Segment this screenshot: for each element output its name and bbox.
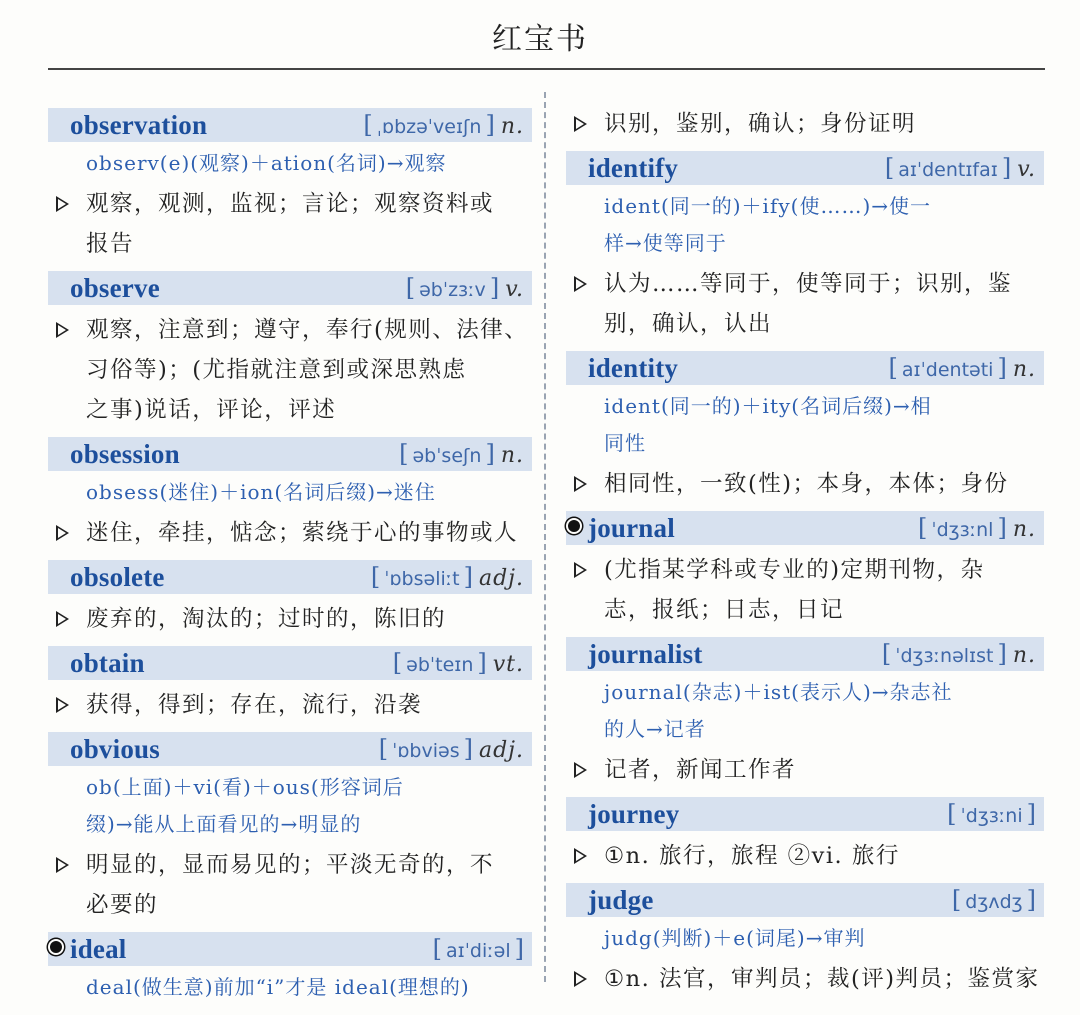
etymology: 样→使等同于 (604, 231, 727, 255)
key-word-bullet-icon (568, 520, 580, 532)
etymology: judg(判断)＋e(词尾)→审判 (604, 926, 866, 950)
triangle-marker-icon (56, 525, 69, 541)
bracket-open: [ (378, 735, 389, 763)
header-rule (48, 68, 1045, 70)
bracket-open: [ (917, 514, 928, 542)
phonetic: əbˈteɪn (406, 654, 474, 676)
phonetic: ˌɒbzəˈveɪʃn (376, 116, 482, 138)
headword-bar (48, 646, 532, 680)
bracket-open: [ (884, 154, 895, 182)
bracket-open: [ (432, 935, 442, 963)
phonetic: aɪˈdentəti (901, 359, 994, 381)
dictionary-entry (48, 932, 532, 1015)
pronunciation (885, 154, 1036, 182)
etymology: journal(杂志)＋ist(表示人)→杂志社 (604, 680, 953, 704)
spacer (48, 1008, 532, 1015)
definition-line: (尤指某学科或专业的)定期刊物，杂 (566, 550, 1044, 590)
headword: obvious (70, 733, 160, 764)
bracket-close: ] (1026, 800, 1036, 828)
spacer (48, 553, 532, 560)
part-of-speech: adj. (478, 738, 524, 763)
headword-bar (566, 511, 1044, 545)
bracket-open: [ (888, 354, 898, 382)
headword: obsolete (70, 561, 165, 592)
headword: journal (588, 512, 675, 543)
spacer (48, 430, 532, 437)
headword: obtain (70, 647, 145, 678)
triangle-marker-icon (56, 611, 69, 627)
dictionary-entry (566, 351, 1044, 511)
dictionary-entry (48, 646, 532, 732)
definition-line: ①n. 法官，审判员；裁(评)判员；鉴赏家 (566, 959, 1044, 999)
triangle-marker-icon (574, 476, 587, 492)
headword: obsession (70, 438, 180, 469)
definition-line: ①n. 旅行，旅程 ②vi. 旅行 (566, 836, 1044, 876)
column-divider (544, 92, 546, 982)
headword: identify (588, 152, 679, 183)
headword-bar (48, 932, 532, 966)
bracket-close: ] (1001, 154, 1012, 182)
pronunciation (399, 440, 524, 468)
headword: ideal (70, 933, 127, 964)
phonetic: əbˈzɜːv (419, 279, 486, 301)
dictionary-entry (566, 797, 1044, 883)
triangle-marker-icon (56, 697, 69, 713)
bracket-close: ] (1026, 886, 1036, 914)
definition-line: 必要的 (86, 892, 159, 918)
part-of-speech: adj. (478, 566, 524, 591)
phonetic: ˈdʒɜːnl (931, 519, 994, 541)
bracket-close: ] (997, 640, 1007, 668)
bracket-close: ] (997, 354, 1007, 382)
etymology: observ(e)(观察)＋ation(名词)→观察 (86, 151, 447, 175)
definition-line: 观察，观测，监视；言论；观察资料或 (48, 184, 532, 224)
definition-line: 获得，得到；存在，流行，沿袭 (48, 685, 532, 725)
pronunciation (433, 935, 524, 963)
triangle-marker-icon (56, 857, 69, 873)
etymology: ob(上面)＋vi(看)＋ous(形容词后 (86, 775, 404, 799)
dictionary-entry (48, 732, 532, 932)
dictionary-entry (566, 104, 1044, 151)
dictionary-entry (48, 108, 532, 271)
bracket-close: ] (485, 440, 495, 468)
bracket-open: [ (370, 563, 381, 591)
spacer (566, 144, 1044, 151)
bracket-open: [ (363, 111, 373, 139)
phonetic: əbˈseʃn (412, 445, 482, 467)
headword: observation (70, 109, 208, 140)
pronunciation (379, 735, 524, 763)
headword-bar (566, 637, 1044, 671)
headword: judge (588, 884, 654, 915)
part-of-speech: n. (1012, 643, 1036, 668)
definition-line: 明显的，显而易见的；平淡无奇的，不 (48, 845, 532, 885)
headword-bar (48, 732, 532, 766)
definition-line: 报告 (86, 231, 135, 257)
headword: journalist (588, 638, 703, 669)
triangle-marker-icon (56, 196, 69, 212)
bracket-close: ] (463, 735, 473, 763)
spacer (566, 876, 1044, 883)
pronunciation (882, 640, 1036, 668)
part-of-speech: n. (500, 114, 524, 139)
headword-bar (566, 797, 1044, 831)
definition-line: 之事)说话，评论，评述 (86, 397, 337, 423)
phonetic: ˈɒbviəs (392, 740, 460, 762)
key-word-bullet-icon (50, 941, 62, 953)
triangle-marker-icon (574, 276, 587, 292)
triangle-marker-icon (56, 322, 69, 338)
definition-line: 习俗等)；(尤指就注意到或深思熟虑 (86, 357, 467, 383)
headword-bar (48, 108, 532, 142)
bracket-close: ] (477, 649, 487, 677)
bracket-open: [ (947, 800, 957, 828)
pronunciation (371, 563, 524, 591)
dictionary-entry (48, 271, 532, 437)
definition-line: 认为……等同于，使等同于；识别，鉴 (566, 264, 1044, 304)
definition-line: 废弃的，淘汰的；过时的，陈旧的 (48, 599, 532, 639)
spacer (566, 504, 1044, 511)
right-column (566, 104, 1044, 1006)
pronunciation (888, 354, 1036, 382)
dictionary-entry (566, 637, 1044, 797)
spacer (48, 264, 532, 271)
headword-bar (566, 151, 1044, 185)
headword: identity (588, 352, 679, 383)
dictionary-entry (48, 560, 532, 646)
definition-line: 观察，注意到；遵守，奉行(规则、法律、 (48, 310, 532, 350)
headword-bar (48, 271, 532, 305)
part-of-speech: n. (1012, 517, 1036, 542)
phonetic: ˈdʒɜːnəlɪst (895, 645, 994, 667)
definition-line: 记者，新闻工作者 (566, 750, 1044, 790)
etymology: ident(同一的)＋ity(名词后缀)→相 (604, 394, 932, 418)
bracket-close: ] (514, 935, 524, 963)
triangle-marker-icon (574, 971, 587, 987)
headword-bar (48, 560, 532, 594)
triangle-marker-icon (574, 848, 587, 864)
pronunciation (363, 111, 524, 139)
dictionary-entry (566, 883, 1044, 1006)
etymology: 的人→记者 (604, 717, 706, 741)
definition-line: 识别，鉴别，确认；身份证明 (566, 104, 1044, 144)
left-column (48, 108, 532, 1015)
phonetic: ˈdʒɜːni (960, 805, 1023, 827)
bracket-close: ] (489, 274, 500, 302)
spacer (48, 639, 532, 646)
headword: observe (70, 272, 160, 303)
etymology: obsess(迷住)＋ion(名词后缀)→迷住 (86, 480, 436, 504)
spacer (566, 999, 1044, 1006)
bracket-open: [ (405, 274, 416, 302)
bracket-open: [ (951, 886, 962, 914)
pronunciation (918, 514, 1036, 542)
bracket-open: [ (392, 649, 403, 677)
pronunciation (952, 886, 1036, 914)
triangle-marker-icon (574, 116, 587, 132)
spacer (48, 725, 532, 732)
etymology: 同性 (604, 431, 646, 455)
headword-bar (566, 351, 1044, 385)
pronunciation (947, 800, 1036, 828)
etymology: 缀)→能从上面看见的→明显的 (86, 812, 362, 836)
bracket-close: ] (485, 111, 495, 139)
part-of-speech: n. (1012, 357, 1036, 382)
dictionary-entry (566, 511, 1044, 637)
spacer (566, 630, 1044, 637)
definition-line: 相同性，一致(性)；本身，本体；身份 (566, 464, 1044, 504)
spacer (566, 344, 1044, 351)
phonetic: aɪˈdentɪfaɪ (898, 159, 998, 181)
phonetic: dʒʌdʒ (965, 891, 1023, 913)
headword-bar (566, 883, 1044, 917)
spacer (566, 790, 1044, 797)
part-of-speech: v. (505, 277, 524, 302)
part-of-speech: v. (1017, 157, 1036, 182)
phonetic: ˈɒbsəliːt (384, 568, 460, 590)
pronunciation (406, 274, 524, 302)
triangle-marker-icon (574, 762, 587, 778)
headword-bar (48, 437, 532, 471)
etymology: deal(做生意)前加“i”才是 ideal(理想的) (86, 975, 470, 999)
pronunciation (393, 649, 524, 677)
spacer (48, 925, 532, 932)
bracket-close: ] (997, 514, 1007, 542)
etymology: ident(同一的)＋ify(使……)→使一 (604, 194, 932, 218)
dictionary-entry (48, 437, 532, 560)
triangle-marker-icon (574, 562, 587, 578)
dictionary-entry (566, 151, 1044, 351)
page-header: 红宝书 (492, 22, 588, 57)
phonetic: aɪˈdiːəl (445, 940, 511, 962)
bracket-close: ] (463, 563, 473, 591)
definition-line: 志，报纸；日志，日记 (604, 597, 845, 623)
definition-line: 迷住，牵挂，惦念；萦绕于心的事物或人 (48, 513, 532, 553)
definition-line: 别，确认，认出 (604, 311, 773, 337)
part-of-speech: vt. (492, 652, 524, 677)
headword: journey (588, 798, 680, 829)
part-of-speech: n. (500, 443, 524, 468)
bracket-open: [ (881, 640, 892, 668)
bracket-open: [ (399, 440, 409, 468)
